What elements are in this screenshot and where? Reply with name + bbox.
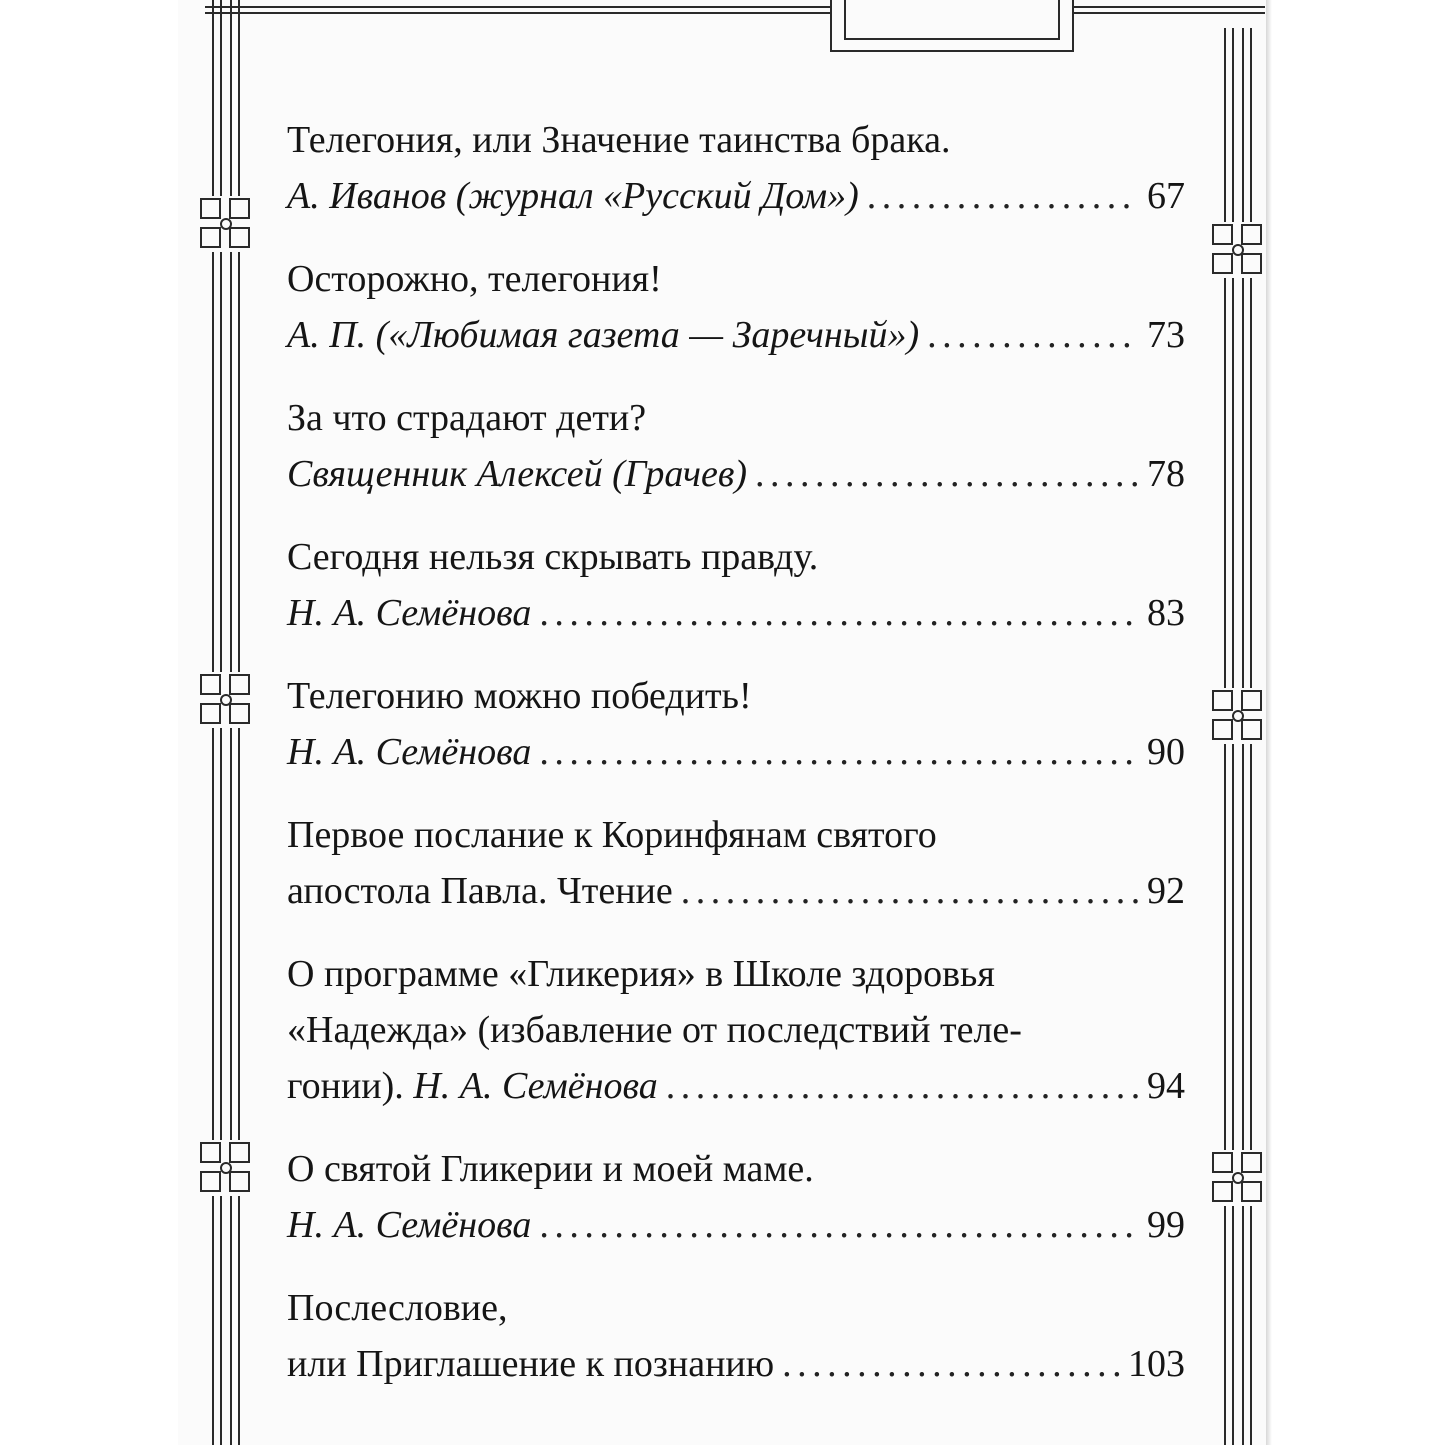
- entry-author: Н. А. Семёнова: [413, 1065, 658, 1107]
- entry-author: Н. А. Семёнова: [287, 592, 532, 634]
- entry-title-line: За что страдают дети?: [287, 397, 647, 439]
- emblem-ornament: [830, 0, 1074, 52]
- leader-dots: [539, 724, 1139, 780]
- entry-author: Н. А. Семёнова: [287, 1204, 532, 1246]
- toc-entry[interactable]: [287, 668, 1185, 780]
- entry-author: А. Иванов (журнал «Русский Дом»): [287, 175, 859, 217]
- toc-entry[interactable]: [287, 807, 1185, 919]
- entry-title-line: Сегодня нельзя скрывать правду.: [287, 536, 819, 578]
- entry-author: Священник Алексей (Грачев): [287, 453, 747, 495]
- leader-dots: [539, 1197, 1139, 1253]
- knot-ornament: [1210, 1150, 1266, 1206]
- leader-dots: [755, 446, 1139, 502]
- page-number: 73: [1147, 314, 1185, 356]
- toc-entry[interactable]: [287, 1280, 1185, 1392]
- leader-dots: [927, 307, 1139, 363]
- entry-title-line: «Надежда» (избавление от последствий теле-: [287, 1009, 1022, 1051]
- table-of-contents: [287, 112, 1185, 1392]
- page-number: 103: [1128, 1343, 1185, 1385]
- toc-entry[interactable]: [287, 529, 1185, 641]
- entry-title-line: гонии).: [287, 1065, 404, 1107]
- leader-dots: [681, 863, 1139, 919]
- page-number: 83: [1147, 592, 1185, 634]
- entry-title-line: О святой Гликерии и моей маме.: [287, 1148, 814, 1190]
- entry-title-line: Осторожно, телегония!: [287, 258, 662, 300]
- entry-title-line: Послесловие,: [287, 1287, 508, 1329]
- page-number: 99: [1147, 1204, 1185, 1246]
- toc-entry[interactable]: [287, 251, 1185, 363]
- leader-dots: [666, 1058, 1139, 1114]
- page-number: 90: [1147, 731, 1185, 773]
- page-number: 78: [1147, 453, 1185, 495]
- knot-ornament: [198, 672, 254, 728]
- toc-entry[interactable]: [287, 390, 1185, 502]
- entry-title-line: Первое послание к Коринфянам святого: [287, 814, 937, 856]
- entry-title-line: Телегонию можно победить!: [287, 675, 752, 717]
- page-number: 92: [1147, 870, 1185, 912]
- leader-dots: [539, 585, 1139, 641]
- entry-title-line: или Приглашение к познанию: [287, 1343, 775, 1385]
- leader-dots: [867, 168, 1139, 224]
- leader-dots: [782, 1336, 1120, 1392]
- entry-author: Н. А. Семёнова: [287, 731, 532, 773]
- toc-entry[interactable]: [287, 946, 1185, 1114]
- toc-entry[interactable]: [287, 112, 1185, 224]
- entry-title-line: апостола Павла. Чтение: [287, 870, 673, 912]
- entry-title-line: О программе «Гликерия» в Школе здоровья: [287, 953, 995, 995]
- entry-title-line: Телегония, или Значение таинства брака.: [287, 119, 951, 161]
- knot-ornament: [1210, 222, 1266, 278]
- page-number: 94: [1147, 1065, 1185, 1107]
- top-ornament: [205, 0, 1265, 60]
- page-edge: [1266, 0, 1272, 1445]
- entry-author: А. П. («Любимая газета — Заречный»): [287, 314, 920, 356]
- knot-ornament: [198, 196, 254, 252]
- knot-ornament: [1210, 688, 1266, 744]
- page-number: 67: [1147, 175, 1185, 217]
- knot-ornament: [198, 1140, 254, 1196]
- toc-entry[interactable]: [287, 1141, 1185, 1253]
